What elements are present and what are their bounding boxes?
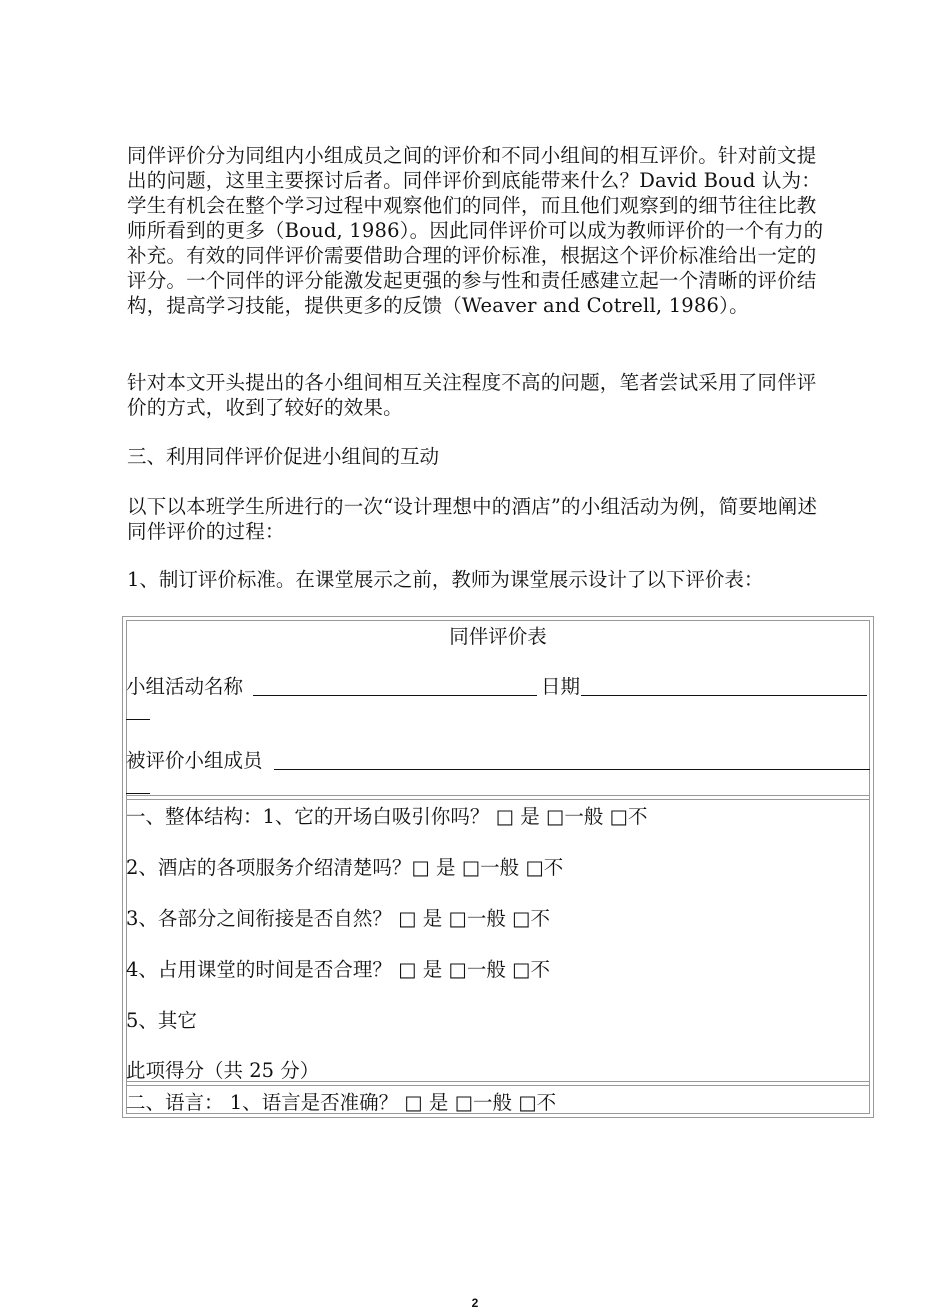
- group-members-blank-wrap: [126, 793, 150, 794]
- date-blank: [581, 695, 867, 696]
- structure-question-4: 4、占用课堂的时间是否合理？ □ 是 □一般 □不: [126, 958, 550, 981]
- structure-question-3: 3、各部分之间衔接是否自然？ □ 是 □一般 □不: [126, 907, 550, 930]
- activity-name-label: 小组活动名称: [126, 675, 244, 698]
- paragraph-step-1: 1、制订评价标准。在课堂展示之前，教师为课堂展示设计了以下评价表：: [127, 568, 764, 591]
- structure-question-1: 一、整体结构：1、它的开场白吸引你吗？ □ 是 □一般 □不: [126, 805, 648, 828]
- paragraph-problem-approach: 针对本文开头提出的各小组间相互关注程度不高的问题，笔者尝试采用了同伴评价的方式，收到了较好的效果。: [127, 371, 817, 419]
- date-label: 日期: [541, 675, 581, 698]
- group-members-blank: [274, 769, 870, 770]
- date-blank-wrap: [126, 719, 150, 720]
- structure-score: 此项得分（共 25 分）: [126, 1059, 320, 1082]
- page-number: 2: [471, 1296, 479, 1310]
- structure-question-5: 5、其它: [126, 1009, 197, 1032]
- paragraph-peer-assessment-intro: 同伴评价分为同组内小组成员之间的评价和不同小组间的相互评价。针对前文提出的问题，这里主要探讨后者。同伴评价到底能带来什么？David Boud 认为：学生有机会在整个学习过程中观察他们的同伴，而且他们观察到的细节往往比教师所看到的更多（Boud, 1986）。因此同伴评价可以成为教师评价的一个有力的补充。有效的同伴评价需要借助合理的评价标准，根据这个评价标准给出一定的评分。一个同伴的评分能激发起更强的参与性和责任感建立起一个清晰的评价结构，提高学习技能，提供更多的反馈（Weaver and Cotrell, 1986）。: [127, 144, 824, 317]
- structure-question-2: 2、酒店的各项服务介绍清楚吗？□ 是 □一般 □不: [126, 856, 564, 879]
- language-question-1: 二、语言： 1、语言是否准确？ □ 是 □一般 □不: [126, 1091, 557, 1114]
- form-title: 同伴评价表: [449, 625, 547, 648]
- form-divider: [126, 795, 870, 800]
- section-heading-3: 三、利用同伴评价促进小组间的互动: [127, 445, 440, 468]
- paragraph-activity-example: 以下以本班学生所进行的一次“设计理想中的酒店”的小组活动为例，简要地阐述同伴评价的过程：: [127, 495, 818, 543]
- group-members-label: 被评价小组成员: [126, 749, 263, 772]
- activity-name-blank: [253, 695, 537, 696]
